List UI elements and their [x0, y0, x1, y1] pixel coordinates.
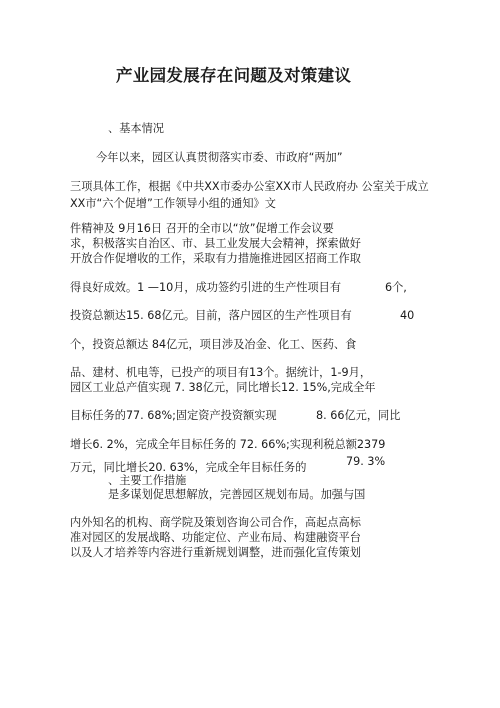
paragraph-fragment: 8. 66亿元，同比: [316, 409, 401, 422]
paragraph-line: 三项具体工作，根据《中共XX市委办公室XX市人民政府办 公室关于成立: [70, 180, 429, 193]
paragraph-line: 今年以来，园区认真贯彻落实市委、市政府“两加”: [96, 151, 343, 164]
document-title: 产业园发展存在问题及对策建议: [116, 66, 352, 85]
paragraph-fragment: 79. 3%: [346, 455, 386, 468]
paragraph-line: 万元，同比增长20. 63%，完成全年目标任务的: [70, 461, 307, 474]
paragraph-line: XX市“六个促增”工作领导小组的通知》文: [70, 197, 276, 210]
paragraph-line: 件精神及 9月16日 召开的全市以“放”促增工作会议要: [70, 222, 334, 235]
paragraph-fragment: 6个,: [385, 281, 407, 294]
paragraph-line: 投资总额达15. 68亿元。目前，落户园区的生产性项目有: [70, 309, 352, 322]
section-heading-measures: 、主要工作措施: [108, 474, 187, 487]
paragraph-line: 准对园区的发展战略、功能定位、产业布局、构建融资平台: [70, 531, 361, 544]
paragraph-line: 是多谋划促思想解放，完善园区规划布局。加强与国: [108, 488, 366, 501]
paragraph-line: 得良好成效。1 —10月，成功签约引进的生产性项目有: [70, 281, 342, 294]
paragraph-line: 开放合作促增收的工作，采取有力措施推进园区招商工作取: [70, 252, 361, 265]
paragraph-line: 园区工业总产值实现 7. 38亿元，同比增长12. 15%,完成全年: [70, 381, 376, 394]
paragraph-line: 个，投资总额达 84亿元，项目涉及冶金、化工、医药、食: [70, 338, 357, 351]
section-heading-basic: 、基本情况: [108, 122, 164, 135]
paragraph-fragment: 40: [400, 309, 415, 322]
paragraph-line: 品、建材、机电等，已投产的项目有13个。据统计，1-9月，: [70, 366, 372, 379]
paragraph-line: 求，积极落实自治区、市、县工业发展大会精神，探索做好: [70, 237, 361, 250]
paragraph-line: 目标任务的77. 68%;固定资产投资额实现: [70, 409, 277, 422]
paragraph-line: 以及人才培养等内容进行重新规划调整，进而强化宣传策划: [70, 546, 361, 559]
paragraph-line: 增长6. 2%，完成全年目标任务的 72. 66%;实现利税总额2379: [70, 438, 386, 451]
paragraph-line: 内外知名的机构、商学院及策划咨询公司合作，高起点高标: [70, 516, 361, 529]
